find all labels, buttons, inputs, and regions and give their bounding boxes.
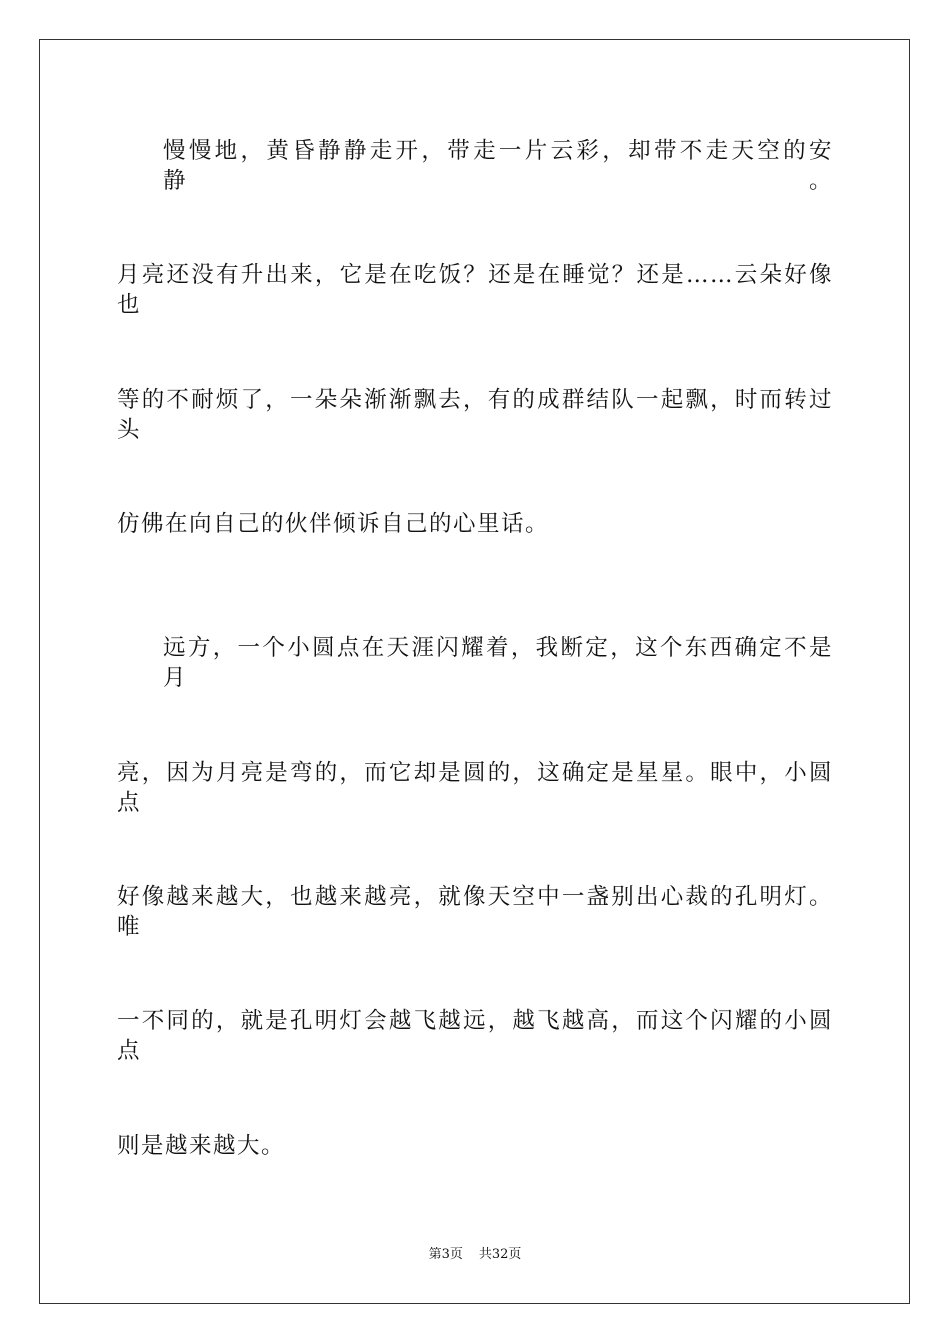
- paragraph-1-line-2: 月亮还没有升出来，它是在吃饭？还是在睡觉？还是……云朵好像也: [117, 262, 833, 318]
- page-total: 共32页: [478, 1247, 522, 1262]
- page-number: 第3页: [428, 1247, 463, 1262]
- paragraph-2-line-4: 一不同的，就是孔明灯会越飞越远，越飞越高，而这个闪耀的小圆点: [117, 1008, 833, 1064]
- paragraph-1-line-4: 仿佛在向自己的伙伴倾诉自己的心里话。: [117, 511, 550, 537]
- paragraph-1-line-1: 慢慢地，黄昏静静走开，带走一片云彩，却带不走天空的安静。: [163, 138, 833, 194]
- paragraph-2-line-5: 则是越来越大。: [117, 1133, 286, 1159]
- paragraph-2-line-1: 远方，一个小圆点在天涯闪耀着，我断定，这个东西确定不是月: [163, 635, 833, 691]
- paragraph-1-line-3: 等的不耐烦了，一朵朵渐渐飘去，有的成群结队一起飘，时而转过头: [117, 387, 833, 443]
- page-footer: [0, 1246, 950, 1264]
- paragraph-2-line-2: 亮，因为月亮是弯的，而它却是圆的，这确定是星星。眼中，小圆点: [117, 760, 833, 816]
- paragraph-2-line-3: 好像越来越大，也越来越亮，就像天空中一盏别出心裁的孔明灯。唯: [117, 884, 833, 940]
